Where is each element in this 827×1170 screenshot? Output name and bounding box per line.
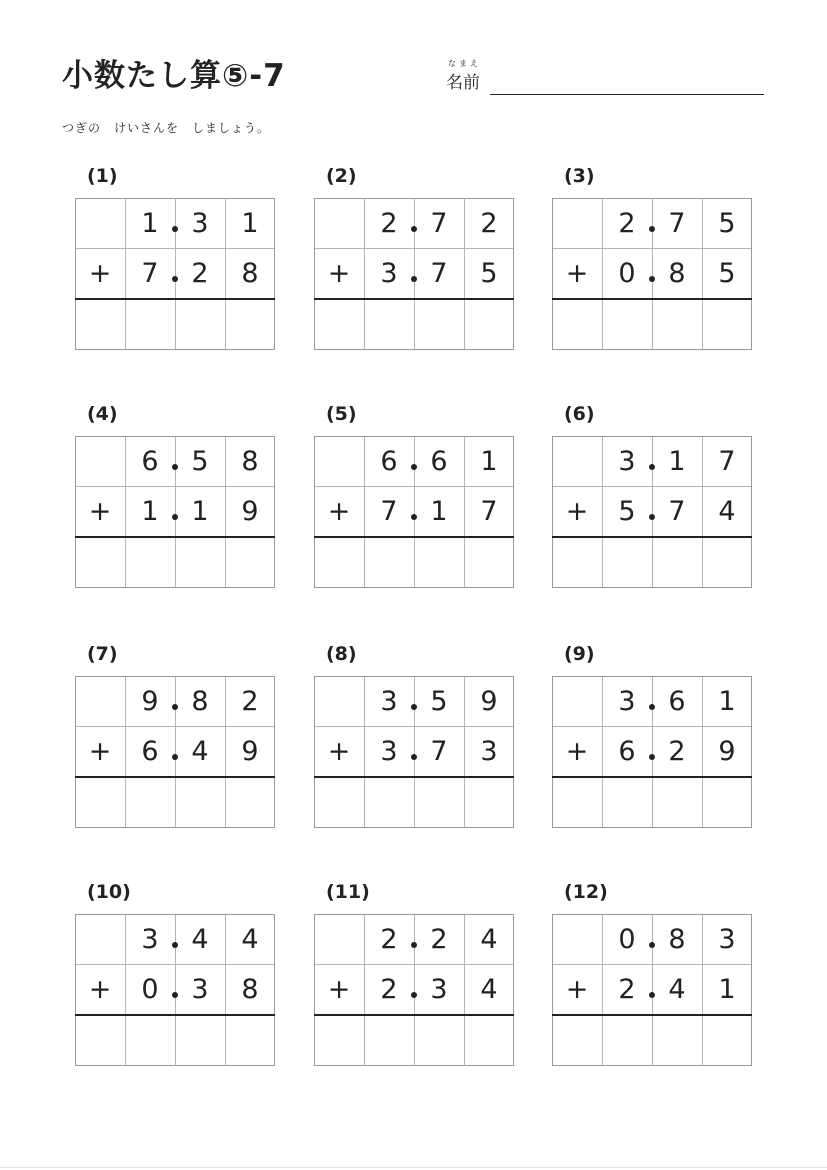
top-digit: 2	[430, 923, 448, 955]
answer-cell[interactable]	[314, 536, 364, 586]
answer-cell[interactable]	[225, 1014, 275, 1064]
decimal-point	[411, 464, 417, 470]
top-digit: 4	[241, 923, 259, 955]
answer-cell[interactable]	[75, 536, 125, 586]
decimal-point	[172, 226, 178, 232]
top-digit: 7	[668, 207, 686, 239]
answer-cell[interactable]	[652, 1014, 702, 1064]
top-digit: 3	[141, 923, 159, 955]
answer-cell[interactable]	[175, 1014, 225, 1064]
top-digit: 3	[718, 923, 736, 955]
bottom-digit: 6	[618, 735, 636, 767]
bottom-digit: 7	[430, 735, 448, 767]
bottom-digit: 1	[718, 973, 736, 1005]
name-field	[446, 58, 766, 98]
calculation-grid	[552, 676, 752, 828]
name-write-line[interactable]	[490, 94, 764, 95]
top-digit: 6	[141, 445, 159, 477]
answer-cell[interactable]	[175, 536, 225, 586]
decimal-point	[649, 514, 655, 520]
plus-sign: +	[327, 257, 351, 289]
bottom-digit: 8	[241, 973, 259, 1005]
answer-cell[interactable]	[552, 536, 602, 586]
top-digit: 1	[718, 685, 736, 717]
bottom-digit: 3	[480, 735, 498, 767]
top-digit: 8	[241, 445, 259, 477]
bottom-digit: 7	[380, 495, 398, 527]
problem-number: (11)	[326, 881, 370, 903]
bottom-digit: 2	[380, 973, 398, 1005]
answer-cell[interactable]	[552, 298, 602, 348]
top-digit: 7	[430, 207, 448, 239]
top-digit: 2	[380, 923, 398, 955]
top-digit: 9	[480, 685, 498, 717]
answer-cell[interactable]	[602, 776, 652, 826]
bottom-digit: 0	[618, 257, 636, 289]
answer-cell[interactable]	[364, 536, 414, 586]
bottom-digit: 2	[618, 973, 636, 1005]
answer-cell[interactable]	[364, 298, 414, 348]
answer-cell[interactable]	[314, 1014, 364, 1064]
top-digit: 6	[430, 445, 448, 477]
answer-cell[interactable]	[225, 298, 275, 348]
bottom-digit: 5	[718, 257, 736, 289]
answer-cell[interactable]	[314, 776, 364, 826]
bottom-digit: 8	[668, 257, 686, 289]
top-digit: 0	[618, 923, 636, 955]
answer-cell[interactable]	[414, 536, 464, 586]
answer-cell[interactable]	[414, 776, 464, 826]
calculation-grid	[75, 676, 275, 828]
answer-cell[interactable]	[364, 1014, 414, 1064]
plus-sign: +	[565, 735, 589, 767]
bottom-digit: 5	[480, 257, 498, 289]
top-digit: 5	[430, 685, 448, 717]
answer-cell[interactable]	[652, 298, 702, 348]
top-digit: 1	[480, 445, 498, 477]
top-digit: 1	[668, 445, 686, 477]
decimal-point	[411, 942, 417, 948]
decimal-point	[172, 942, 178, 948]
answer-cell[interactable]	[702, 1014, 752, 1064]
problem-number: (5)	[326, 403, 357, 425]
answer-cell[interactable]	[414, 1014, 464, 1064]
decimal-point	[411, 704, 417, 710]
answer-cell[interactable]	[602, 1014, 652, 1064]
calculation-grid	[552, 436, 752, 588]
top-digit: 6	[380, 445, 398, 477]
answer-cell[interactable]	[702, 298, 752, 348]
calculation-grid	[75, 436, 275, 588]
answer-cell[interactable]	[225, 536, 275, 586]
plus-sign: +	[327, 735, 351, 767]
name-ruby: なまえ	[448, 59, 481, 68]
bottom-digit: 9	[241, 735, 259, 767]
bottom-digit: 6	[141, 735, 159, 767]
bottom-digit: 1	[191, 495, 209, 527]
calculation-grid	[314, 436, 514, 588]
bottom-digit: 7	[141, 257, 159, 289]
calculation-grid	[314, 914, 514, 1066]
plus-sign: +	[88, 257, 112, 289]
bottom-digit: 7	[668, 495, 686, 527]
answer-cell[interactable]	[702, 776, 752, 826]
bottom-digit: 5	[618, 495, 636, 527]
decimal-point	[411, 226, 417, 232]
answer-cell[interactable]	[175, 298, 225, 348]
decimal-point	[172, 992, 178, 998]
problem-number: (1)	[87, 165, 118, 187]
worksheet-title: 小数たし算⑤-7	[62, 58, 286, 94]
problem-number: (4)	[87, 403, 118, 425]
decimal-point	[649, 276, 655, 282]
bottom-digit: 1	[430, 495, 448, 527]
top-digit: 3	[380, 685, 398, 717]
decimal-point	[649, 992, 655, 998]
problem-number: (3)	[564, 165, 595, 187]
decimal-point	[411, 514, 417, 520]
answer-cell[interactable]	[652, 536, 702, 586]
top-digit: 2	[480, 207, 498, 239]
answer-cell[interactable]	[414, 298, 464, 348]
answer-cell[interactable]	[464, 298, 514, 348]
answer-cell[interactable]	[364, 776, 414, 826]
plus-sign: +	[88, 495, 112, 527]
answer-cell[interactable]	[75, 776, 125, 826]
answer-cell[interactable]	[652, 776, 702, 826]
bottom-digit: 3	[430, 973, 448, 1005]
answer-cell[interactable]	[552, 1014, 602, 1064]
bottom-digit: 8	[241, 257, 259, 289]
top-digit: 3	[191, 207, 209, 239]
decimal-point	[172, 276, 178, 282]
top-digit: 1	[141, 207, 159, 239]
calculation-grid	[552, 914, 752, 1066]
answer-cell[interactable]	[125, 776, 175, 826]
decimal-point	[411, 276, 417, 282]
problem-number: (9)	[564, 643, 595, 665]
plus-sign: +	[565, 495, 589, 527]
bottom-digit: 2	[191, 257, 209, 289]
bottom-digit: 2	[668, 735, 686, 767]
bottom-digit: 9	[241, 495, 259, 527]
plus-sign: +	[565, 257, 589, 289]
decimal-point	[172, 514, 178, 520]
answer-cell[interactable]	[602, 536, 652, 586]
answer-cell[interactable]	[75, 1014, 125, 1064]
bottom-digit: 0	[141, 973, 159, 1005]
calculation-grid	[75, 198, 275, 350]
bottom-digit: 4	[480, 973, 498, 1005]
answer-cell[interactable]	[75, 298, 125, 348]
plus-sign: +	[327, 495, 351, 527]
top-digit: 4	[480, 923, 498, 955]
bottom-digit: 4	[668, 973, 686, 1005]
decimal-point	[411, 754, 417, 760]
bottom-digit: 1	[141, 495, 159, 527]
bottom-digit: 7	[480, 495, 498, 527]
decimal-point	[411, 992, 417, 998]
answer-cell[interactable]	[702, 536, 752, 586]
plus-sign: +	[88, 973, 112, 1005]
problem-number: (2)	[326, 165, 357, 187]
top-digit: 2	[618, 207, 636, 239]
decimal-point	[649, 754, 655, 760]
decimal-point	[649, 704, 655, 710]
bottom-digit: 3	[380, 257, 398, 289]
problem-number: (8)	[326, 643, 357, 665]
top-digit: 6	[668, 685, 686, 717]
calculation-grid	[552, 198, 752, 350]
top-digit: 8	[668, 923, 686, 955]
answer-cell[interactable]	[464, 536, 514, 586]
plus-sign: +	[88, 735, 112, 767]
top-digit: 5	[718, 207, 736, 239]
top-digit: 2	[380, 207, 398, 239]
problem-number: (12)	[564, 881, 608, 903]
top-digit: 3	[618, 445, 636, 477]
decimal-point	[172, 464, 178, 470]
calculation-grid	[314, 198, 514, 350]
bottom-digit: 7	[430, 257, 448, 289]
problem-number: (10)	[87, 881, 131, 903]
top-digit: 8	[191, 685, 209, 717]
decimal-point	[172, 704, 178, 710]
answer-cell[interactable]	[602, 298, 652, 348]
top-digit: 2	[241, 685, 259, 717]
instruction-text: つぎの けいさんを しましょう。	[62, 121, 271, 135]
decimal-point	[649, 226, 655, 232]
top-digit: 3	[618, 685, 636, 717]
page-bottom-rule	[0, 1167, 827, 1168]
calculation-grid	[314, 676, 514, 828]
answer-cell[interactable]	[125, 1014, 175, 1064]
top-digit: 1	[241, 207, 259, 239]
top-digit: 9	[141, 685, 159, 717]
bottom-digit: 9	[718, 735, 736, 767]
problem-number: (6)	[564, 403, 595, 425]
bottom-digit: 3	[380, 735, 398, 767]
decimal-point	[172, 754, 178, 760]
answer-cell[interactable]	[225, 776, 275, 826]
calculation-grid	[75, 914, 275, 1066]
plus-sign: +	[327, 973, 351, 1005]
answer-cell[interactable]	[552, 776, 602, 826]
answer-cell[interactable]	[464, 776, 514, 826]
answer-cell[interactable]	[464, 1014, 514, 1064]
plus-sign: +	[565, 973, 589, 1005]
top-digit: 4	[191, 923, 209, 955]
answer-cell[interactable]	[314, 298, 364, 348]
decimal-point	[649, 464, 655, 470]
decimal-point	[649, 942, 655, 948]
bottom-digit: 4	[191, 735, 209, 767]
bottom-digit: 3	[191, 973, 209, 1005]
bottom-digit: 4	[718, 495, 736, 527]
answer-cell[interactable]	[125, 298, 175, 348]
top-digit: 5	[191, 445, 209, 477]
answer-cell[interactable]	[125, 536, 175, 586]
problem-number: (7)	[87, 643, 118, 665]
name-label: 名前	[446, 73, 480, 93]
top-digit: 7	[718, 445, 736, 477]
answer-cell[interactable]	[175, 776, 225, 826]
